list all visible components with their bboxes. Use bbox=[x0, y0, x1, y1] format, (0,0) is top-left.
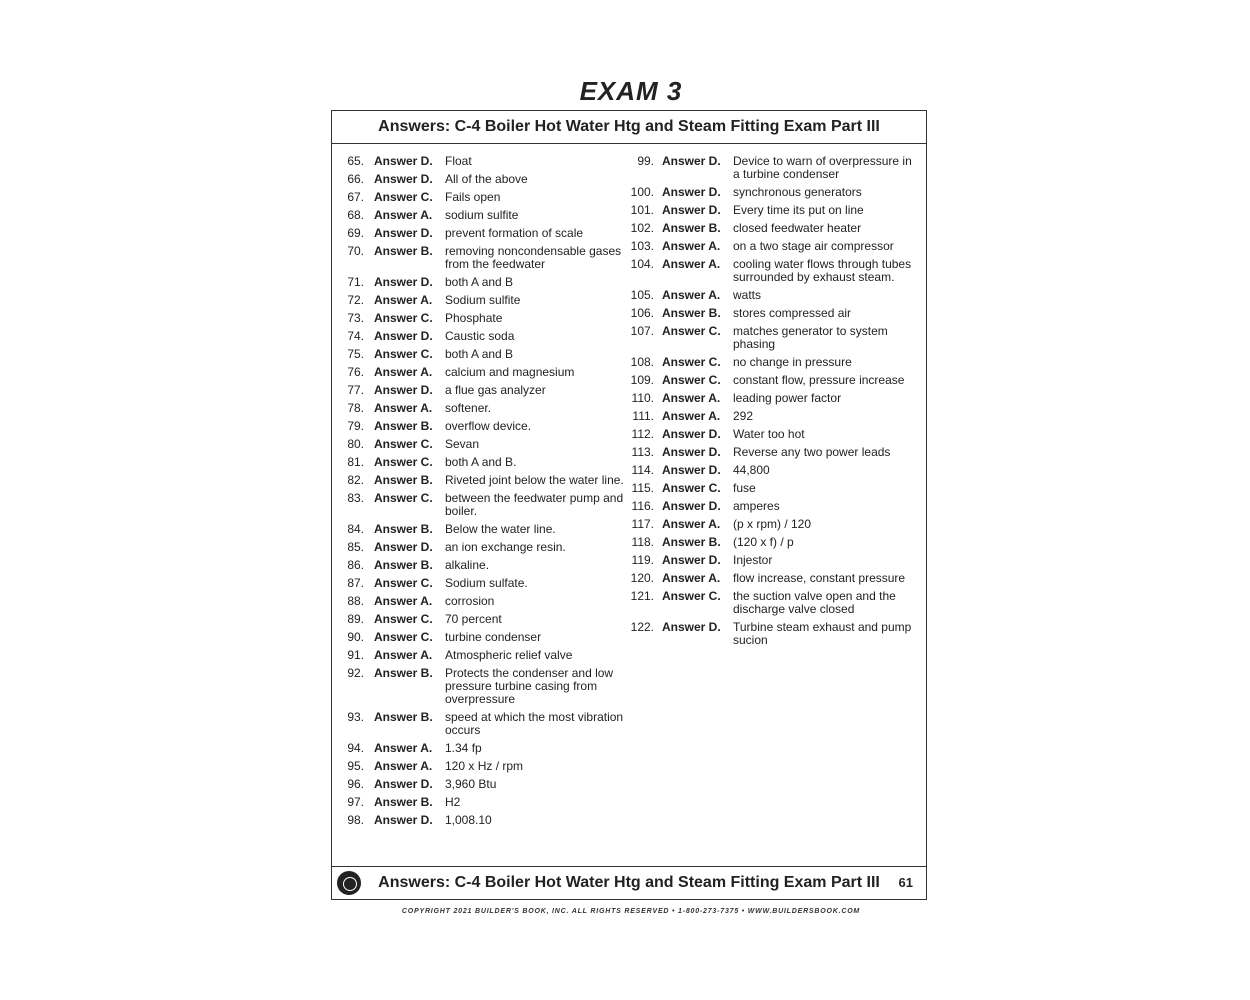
answer-row bbox=[630, 356, 920, 369]
answer-row bbox=[630, 621, 920, 647]
answer-letter: Answer A. bbox=[374, 365, 433, 379]
question-number: 91. bbox=[347, 648, 364, 662]
answer-text: Phosphate bbox=[445, 311, 503, 325]
answer-row bbox=[342, 541, 632, 554]
answer-letter: Answer D. bbox=[662, 499, 721, 513]
answer-text: 292 bbox=[733, 409, 754, 423]
question-number: 108. bbox=[630, 355, 654, 369]
answer-row bbox=[630, 186, 920, 199]
answer-row bbox=[342, 631, 632, 644]
answer-text: watts bbox=[733, 288, 762, 302]
answer-letter: Answer B. bbox=[662, 535, 721, 549]
question-number: 117. bbox=[631, 517, 654, 531]
answer-row bbox=[630, 464, 920, 477]
answer-letter: Answer C. bbox=[374, 190, 433, 204]
answer-letter: Answer C. bbox=[374, 311, 433, 325]
answer-letter: Answer A. bbox=[374, 208, 433, 222]
question-number: 99. bbox=[637, 154, 654, 168]
answer-letter: Answer D. bbox=[374, 777, 433, 791]
header-title: Answers: C-4 Boiler Hot Water Htg and Steam Fitting Exam Part III bbox=[332, 111, 926, 144]
answer-letter: Answer A. bbox=[374, 759, 433, 773]
answer-row bbox=[630, 204, 920, 217]
answer-row bbox=[630, 289, 920, 302]
question-number: 110. bbox=[631, 391, 654, 405]
answer-text: 44,800 bbox=[733, 463, 770, 477]
answer-text: overflow device. bbox=[445, 419, 532, 433]
question-number: 69. bbox=[347, 226, 364, 240]
question-number: 70. bbox=[347, 244, 364, 258]
answer-row bbox=[630, 258, 920, 284]
answer-letter: Answer D. bbox=[374, 813, 433, 827]
answer-text: 120 x Hz / rpm bbox=[445, 759, 524, 773]
answer-row bbox=[342, 420, 632, 433]
question-number: 80. bbox=[347, 437, 364, 451]
question-number: 82. bbox=[347, 473, 364, 487]
question-number: 79. bbox=[347, 419, 364, 433]
answer-text: Caustic soda bbox=[445, 329, 515, 343]
question-number: 106. bbox=[630, 306, 654, 320]
answer-row bbox=[342, 649, 632, 662]
question-number: 73. bbox=[347, 311, 364, 325]
answer-text: prevent formation of scale bbox=[445, 226, 584, 240]
page-number: 61 bbox=[898, 875, 913, 890]
answer-text: both A and B. bbox=[445, 455, 517, 469]
answer-text: H2 bbox=[445, 795, 461, 809]
answer-text: Sodium sulfite bbox=[445, 293, 521, 307]
question-number: 81. bbox=[347, 455, 364, 469]
answer-letter: Answer A. bbox=[662, 288, 721, 302]
answer-row bbox=[342, 667, 632, 706]
question-number: 67. bbox=[347, 190, 364, 204]
answer-text: closed feedwater heater bbox=[733, 221, 862, 235]
answer-row bbox=[342, 348, 632, 361]
answer-letter: Answer D. bbox=[662, 463, 721, 477]
answer-text: between the feedwater pump and boiler. bbox=[445, 491, 624, 518]
answer-letter: Answer C. bbox=[374, 437, 433, 451]
answer-row bbox=[342, 330, 632, 343]
question-number: 115. bbox=[631, 481, 654, 495]
answer-text: (p x rpm) / 120 bbox=[733, 517, 812, 531]
answer-letter: Answer A. bbox=[374, 594, 433, 608]
question-number: 109. bbox=[630, 373, 654, 387]
answer-row bbox=[342, 523, 632, 536]
answer-row bbox=[342, 474, 632, 487]
answer-row bbox=[630, 554, 920, 567]
question-number: 84. bbox=[347, 522, 364, 536]
answer-text: Float bbox=[445, 154, 472, 168]
question-number: 122. bbox=[630, 620, 654, 634]
question-number: 96. bbox=[347, 777, 364, 791]
question-number: 112. bbox=[631, 427, 654, 441]
answer-text: 3,960 Btu bbox=[445, 777, 497, 791]
answer-letter: Answer B. bbox=[662, 221, 721, 235]
answer-text: synchronous generators bbox=[733, 185, 862, 199]
answer-text: Water too hot bbox=[733, 427, 805, 441]
answer-letter: Answer C. bbox=[374, 612, 433, 626]
answer-text: Every time its put on line bbox=[733, 203, 864, 217]
answer-row bbox=[630, 536, 920, 549]
answer-letter: Answer C. bbox=[662, 324, 721, 338]
answer-page bbox=[331, 110, 927, 900]
answer-letter: Answer D. bbox=[374, 383, 433, 397]
question-number: 94. bbox=[347, 741, 364, 755]
question-number: 93. bbox=[347, 710, 364, 724]
answer-text: no change in pressure bbox=[733, 355, 852, 369]
answer-text: (120 x f) / p bbox=[733, 535, 794, 549]
answer-letter: Answer C. bbox=[374, 491, 433, 505]
answer-letter: Answer B. bbox=[374, 558, 433, 572]
answer-text: corrosion bbox=[445, 594, 495, 608]
question-number: 88. bbox=[347, 594, 364, 608]
question-number: 116. bbox=[631, 499, 654, 513]
answer-row bbox=[630, 222, 920, 235]
answer-letter: Answer A. bbox=[662, 391, 721, 405]
answer-row bbox=[342, 191, 632, 204]
question-number: 107. bbox=[630, 324, 654, 338]
answer-row bbox=[630, 155, 920, 181]
answer-row bbox=[342, 742, 632, 755]
answer-text: Sevan bbox=[445, 437, 480, 451]
answer-letter: Answer D. bbox=[662, 203, 721, 217]
question-number: 98. bbox=[347, 813, 364, 827]
question-number: 77. bbox=[347, 383, 364, 397]
question-number: 89. bbox=[347, 612, 364, 626]
answer-letter: Answer D. bbox=[662, 154, 721, 168]
answer-text: 1,008.10 bbox=[445, 813, 492, 827]
question-number: 113. bbox=[631, 445, 654, 459]
answer-text: Injestor bbox=[733, 553, 773, 567]
answer-letter: Answer A. bbox=[374, 648, 433, 662]
answer-row bbox=[342, 577, 632, 590]
answer-text: Device to warn of overpressure in a turbine condenser bbox=[733, 154, 912, 181]
answer-letter: Answer B. bbox=[374, 244, 433, 258]
answer-row bbox=[342, 492, 632, 518]
answer-row bbox=[342, 276, 632, 289]
answer-row bbox=[342, 227, 632, 240]
question-number: 101. bbox=[630, 203, 654, 217]
answer-letter: Answer C. bbox=[374, 347, 433, 361]
question-number: 76. bbox=[347, 365, 364, 379]
question-number: 66. bbox=[347, 172, 364, 186]
answer-row bbox=[342, 711, 632, 737]
answer-row bbox=[342, 173, 632, 186]
answer-text: matches generator to system phasing bbox=[733, 324, 888, 351]
answer-row bbox=[342, 613, 632, 626]
question-number: 75. bbox=[347, 347, 364, 361]
answer-text: stores compressed air bbox=[733, 306, 852, 320]
answer-text: alkaline. bbox=[445, 558, 490, 572]
answer-text: Atmospheric relief valve bbox=[445, 648, 573, 662]
answer-text: cooling water flows through tubes surrounded by exhaust steam. bbox=[733, 257, 912, 284]
question-number: 100. bbox=[630, 185, 654, 199]
answer-row bbox=[342, 155, 632, 168]
question-number: 65. bbox=[347, 154, 364, 168]
answer-text: Reverse any two power leads bbox=[733, 445, 891, 459]
answer-row bbox=[630, 482, 920, 495]
answer-row bbox=[342, 312, 632, 325]
question-number: 114. bbox=[631, 463, 654, 477]
question-number: 102. bbox=[630, 221, 654, 235]
answer-row bbox=[342, 814, 632, 827]
answer-text: the suction valve open and the discharge valve closed bbox=[733, 589, 896, 616]
answer-row bbox=[342, 209, 632, 222]
answer-row bbox=[630, 446, 920, 459]
answer-text: Sodium sulfate. bbox=[445, 576, 528, 590]
answer-row bbox=[342, 456, 632, 469]
answer-text: 1.34 fp bbox=[445, 741, 482, 755]
answer-letter: Answer A. bbox=[662, 239, 721, 253]
answer-row bbox=[630, 240, 920, 253]
answer-row bbox=[630, 500, 920, 513]
answer-text: Riveted joint below the water line. bbox=[445, 473, 624, 487]
answer-text: removing noncondensable gases from the feedwater bbox=[445, 244, 622, 271]
answer-letter: Answer A. bbox=[374, 741, 433, 755]
answers-left-column bbox=[342, 155, 632, 832]
question-number: 105. bbox=[630, 288, 654, 302]
answer-row bbox=[342, 438, 632, 451]
answer-row bbox=[630, 428, 920, 441]
question-number: 121. bbox=[630, 589, 654, 603]
answer-letter: Answer A. bbox=[374, 401, 433, 415]
answer-letter: Answer C. bbox=[374, 455, 433, 469]
copyright-line: COPYRIGHT 2021 BUILDER'S BOOK, INC. ALL RIGHTS RESERVED • 1-800-273-7375 • WWW.BUILDERSBOOK.COM bbox=[401, 908, 861, 915]
answer-letter: Answer A. bbox=[662, 571, 721, 585]
answer-text: on a two stage air compressor bbox=[733, 239, 894, 253]
answer-letter: Answer D. bbox=[374, 154, 433, 168]
answer-text: constant flow, pressure increase bbox=[733, 373, 905, 387]
answer-text: Protects the condenser and low pressure turbine casing from overpressure bbox=[445, 666, 614, 706]
answer-letter: Answer B. bbox=[374, 666, 433, 680]
answer-row bbox=[630, 374, 920, 387]
answer-letter: Answer B. bbox=[662, 306, 721, 320]
answer-text: both A and B bbox=[445, 347, 514, 361]
question-number: 111. bbox=[632, 409, 654, 423]
question-number: 68. bbox=[347, 208, 364, 222]
answer-letter: Answer B. bbox=[374, 795, 433, 809]
answer-text: amperes bbox=[733, 499, 780, 513]
answer-letter: Answer D. bbox=[662, 553, 721, 567]
question-number: 71. bbox=[347, 275, 364, 289]
answer-text: calcium and magnesium bbox=[445, 365, 575, 379]
answer-letter: Answer B. bbox=[374, 419, 433, 433]
answers-right-column bbox=[630, 155, 920, 652]
answer-row bbox=[342, 245, 632, 271]
answer-letter: Answer D. bbox=[374, 226, 433, 240]
answer-letter: Answer D. bbox=[662, 620, 721, 634]
answer-letter: Answer B. bbox=[374, 522, 433, 536]
answer-row bbox=[630, 392, 920, 405]
answer-letter: Answer C. bbox=[662, 481, 721, 495]
question-number: 85. bbox=[347, 540, 364, 554]
answer-letter: Answer C. bbox=[662, 373, 721, 387]
question-number: 72. bbox=[347, 293, 364, 307]
answer-letter: Answer A. bbox=[662, 517, 721, 531]
answer-letter: Answer D. bbox=[374, 540, 433, 554]
answer-text: Turbine steam exhaust and pump sucion bbox=[733, 620, 912, 647]
answer-letter: Answer C. bbox=[662, 355, 721, 369]
footer-title: Answers: C-4 Boiler Hot Water Htg and Steam Fitting Exam Part III bbox=[378, 874, 880, 891]
answer-row bbox=[630, 325, 920, 351]
question-number: 104. bbox=[630, 257, 654, 271]
answer-letter: Answer D. bbox=[662, 427, 721, 441]
question-number: 86. bbox=[347, 558, 364, 572]
answer-text: fuse bbox=[733, 481, 756, 495]
answer-letter: Answer A. bbox=[374, 293, 433, 307]
answer-letter: Answer B. bbox=[374, 473, 433, 487]
answer-text: Fails open bbox=[445, 190, 501, 204]
answer-row bbox=[630, 590, 920, 616]
question-number: 74. bbox=[347, 329, 364, 343]
answer-letter: Answer A. bbox=[662, 257, 721, 271]
answer-text: turbine condenser bbox=[445, 630, 542, 644]
answer-text: 70 percent bbox=[445, 612, 502, 626]
answer-row bbox=[630, 572, 920, 585]
answer-letter: Answer C. bbox=[662, 589, 721, 603]
answer-letter: Answer D. bbox=[374, 329, 433, 343]
answer-row bbox=[342, 294, 632, 307]
question-number: 97. bbox=[347, 795, 364, 809]
answer-text: an ion exchange resin. bbox=[445, 540, 566, 554]
answer-letter: Answer C. bbox=[374, 576, 433, 590]
answer-row bbox=[342, 384, 632, 397]
answer-text: leading power factor bbox=[733, 391, 842, 405]
answer-text: a flue gas analyzer bbox=[445, 383, 546, 397]
question-number: 90. bbox=[347, 630, 364, 644]
answer-text: flow increase, constant pressure bbox=[733, 571, 906, 585]
answer-row bbox=[630, 518, 920, 531]
answer-row bbox=[342, 778, 632, 791]
answer-row bbox=[342, 402, 632, 415]
question-number: 95. bbox=[347, 759, 364, 773]
answer-row bbox=[630, 410, 920, 423]
question-number: 103. bbox=[630, 239, 654, 253]
answer-letter: Answer D. bbox=[662, 185, 721, 199]
question-number: 78. bbox=[347, 401, 364, 415]
answer-text: both A and B bbox=[445, 275, 514, 289]
answer-letter: Answer B. bbox=[374, 710, 433, 724]
exam-title: EXAM 3 bbox=[579, 76, 683, 106]
answer-letter: Answer A. bbox=[662, 409, 721, 423]
answer-letter: Answer D. bbox=[374, 172, 433, 186]
page-footer bbox=[332, 866, 926, 899]
answer-row bbox=[342, 796, 632, 809]
answer-text: sodium sulfite bbox=[445, 208, 519, 222]
answer-letter: Answer C. bbox=[374, 630, 433, 644]
answer-letter: Answer D. bbox=[662, 445, 721, 459]
answer-letter: Answer D. bbox=[374, 275, 433, 289]
question-number: 92. bbox=[347, 666, 364, 680]
answer-text: All of the above bbox=[445, 172, 528, 186]
answer-row bbox=[342, 595, 632, 608]
question-number: 119. bbox=[631, 553, 654, 567]
answer-row bbox=[342, 760, 632, 773]
answer-row bbox=[342, 366, 632, 379]
answer-text: Below the water line. bbox=[445, 522, 556, 536]
question-number: 120. bbox=[630, 571, 654, 585]
answer-text: softener. bbox=[445, 401, 492, 415]
answer-row bbox=[342, 559, 632, 572]
question-number: 87. bbox=[347, 576, 364, 590]
answer-text: speed at which the most vibration occurs bbox=[445, 710, 624, 737]
question-number: 83. bbox=[347, 491, 364, 505]
question-number: 118. bbox=[631, 535, 654, 549]
answer-row bbox=[630, 307, 920, 320]
